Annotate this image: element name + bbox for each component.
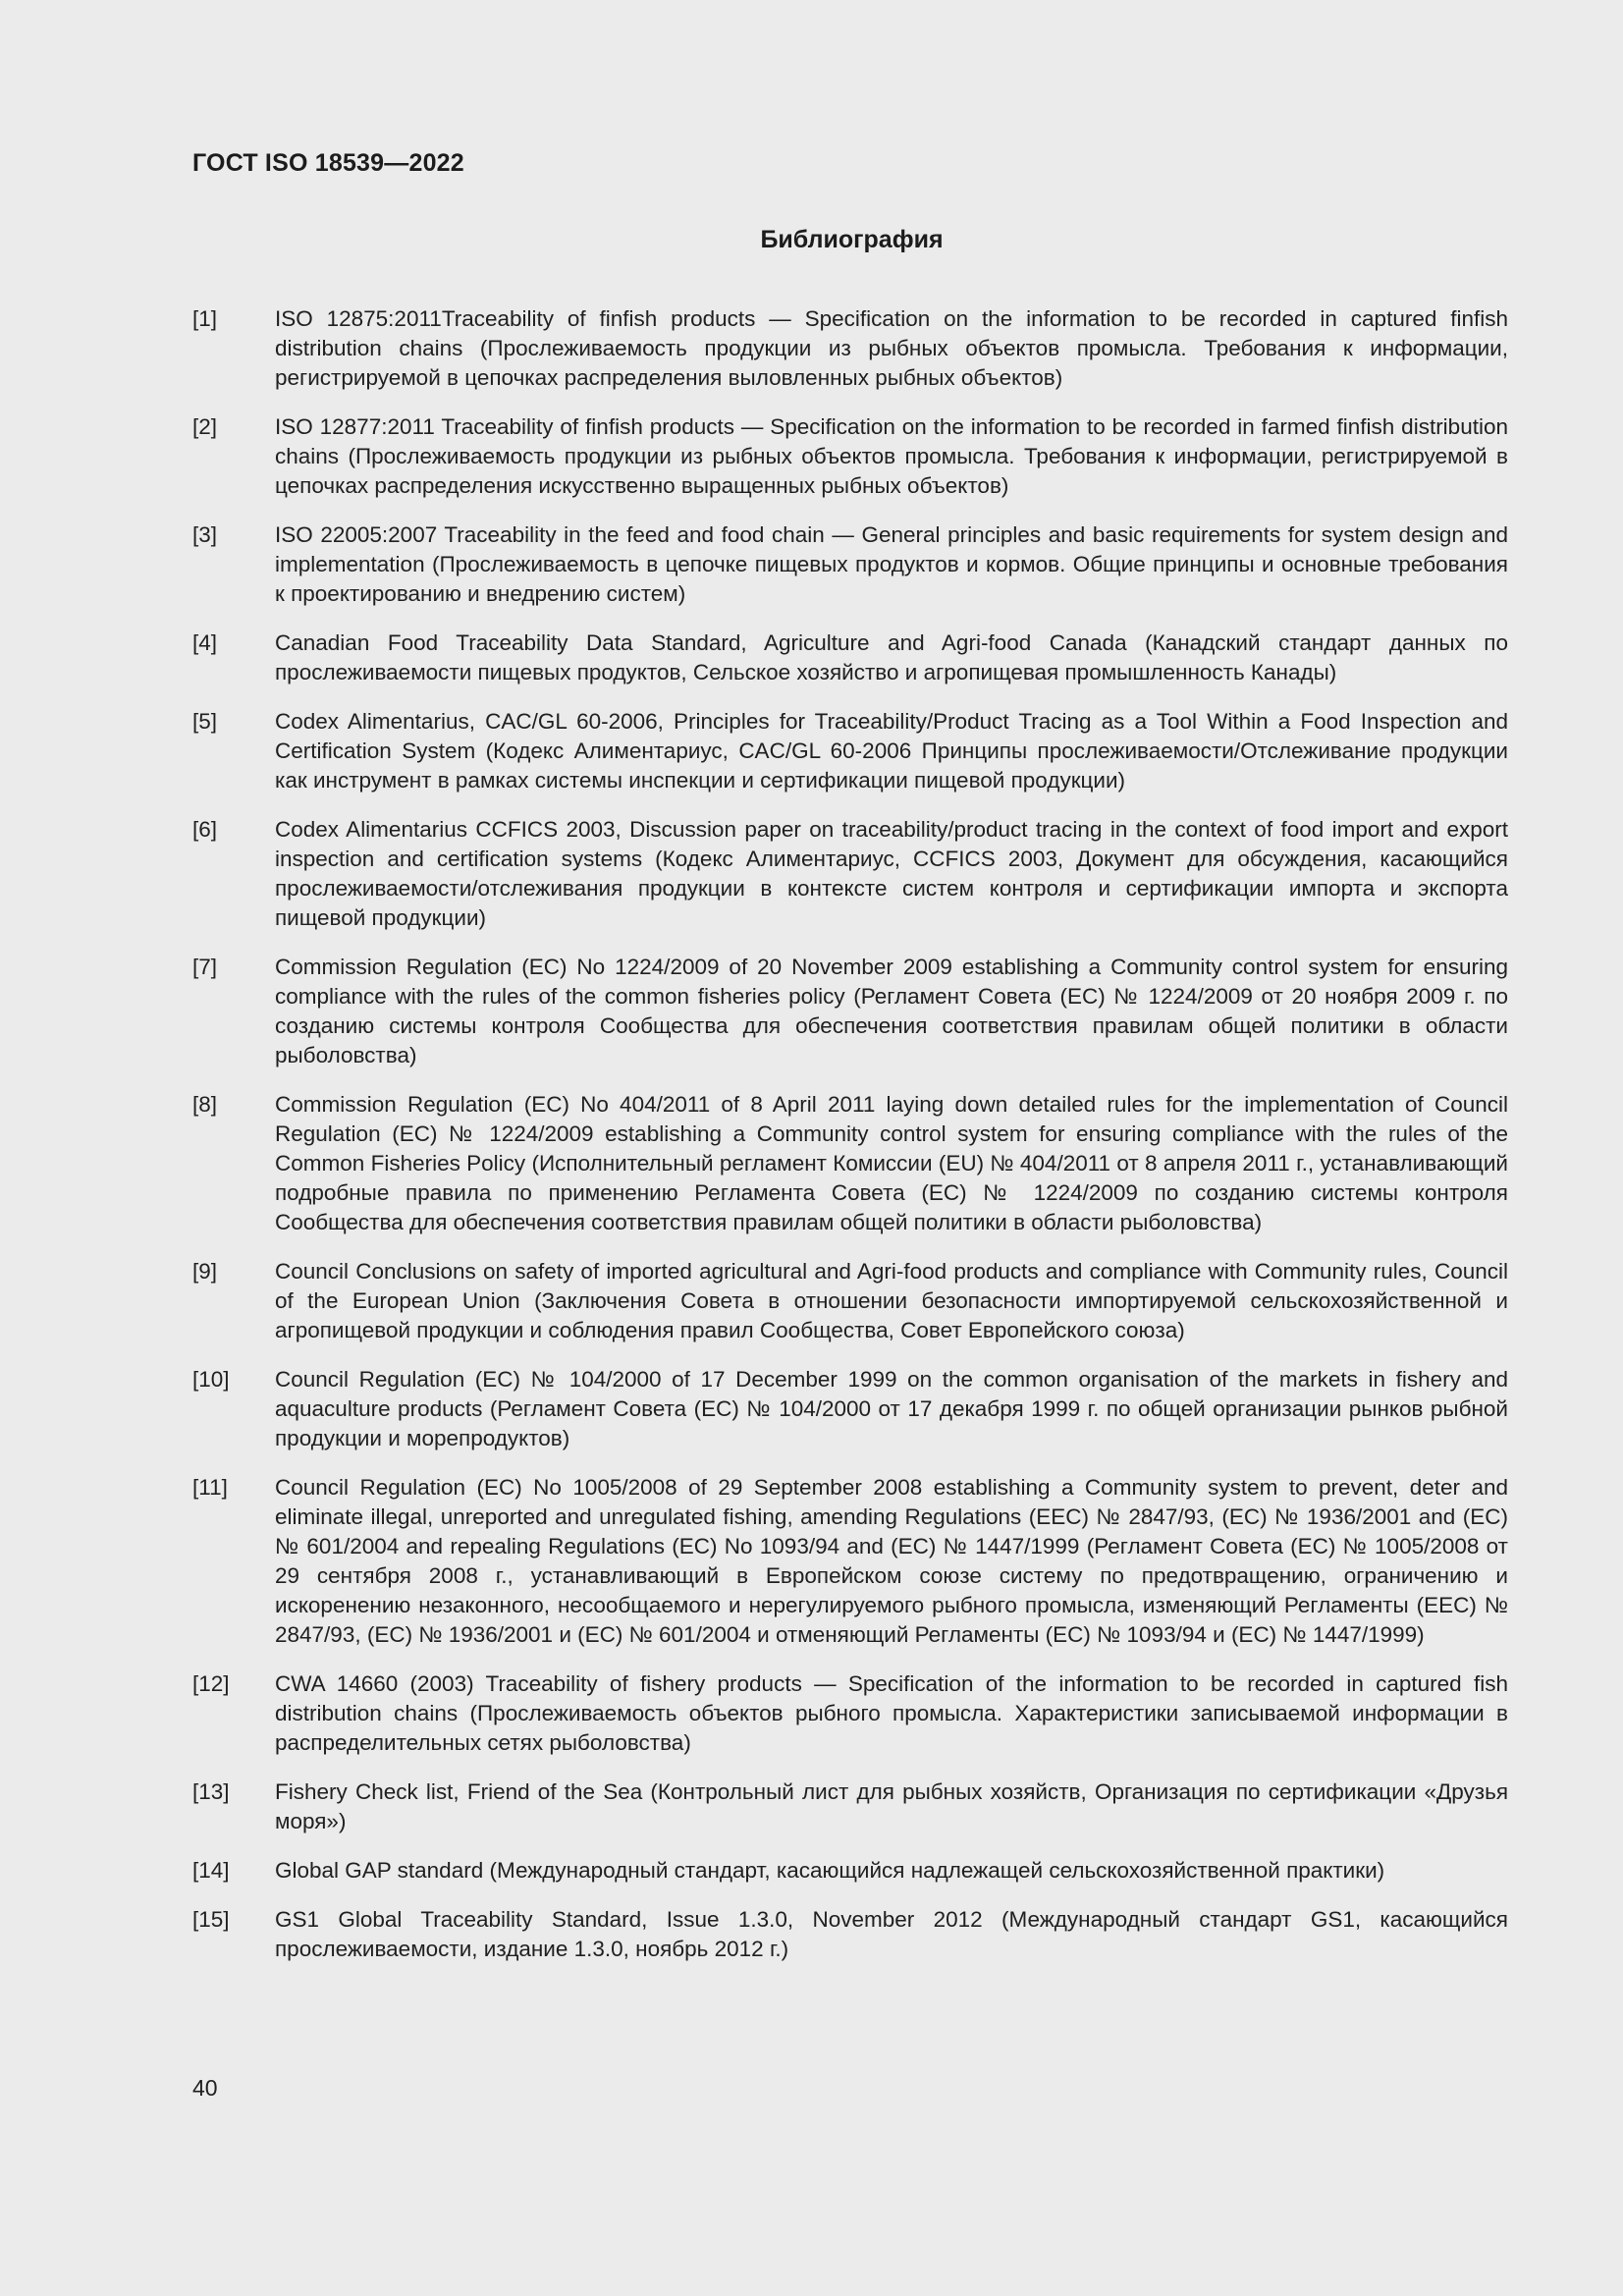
reference-number: [2]: [192, 414, 218, 439]
reference-entry-10: [192, 1365, 1508, 1453]
reference-text: ISO 12877:2011 Traceability of finfish products — Specification on the information to be recorded in farmed finfish distribution chains (Прослеживаемость продукции из рыбных объектов промысла. Требования к информации, регистрируемой в цепочках распределения искусственно выращенных рыбных объектов): [275, 414, 1508, 498]
reference-text: Council Regulation (EC) No 1005/2008 of 29 September 2008 establishing a Community system to prevent, deter and eliminate illegal, unreported and unregulated fishing, amending Regulations (EEC) № 2847/93, (EC) № 1936/2001 and (EC) № 601/2004 and repealing Regulations (EC) No 1093/94 and (EC) № 1447/1999 (Регламент Совета (ЕС) № 1005/2008 от 29 сентября 2008 г., устанавливающий в Европейском союзе систему по предотвращению, ограничению и искоренению незаконного, несообщаемого и нерегулируемого рыбного промысла, изменяющий Регламенты (ЕЕС) № 2847/93, (ЕС) № 1936/2001 и (ЕС) № 601/2004 и отменяющий Регламенты (ЕС) № 1093/94 и (ЕС) № 1447/1999): [275, 1475, 1508, 1647]
bibliography-list: [192, 304, 1508, 1984]
reference-text: Commission Regulation (EC) No 404/2011 of 8 April 2011 laying down detailed rules for the implementation of Council Regulation (EC) № 1224/2009 establishing a Community control system for ensuring compliance with the rules of the Common Fisheries Policy (Исполнительный регламент Комиссии (EU) № 404/2011 от 8 апреля 2011 г., устанавливающий подробные правила по применению Регламента Совета (ЕС) № 1224/2009 по созданию системы контроля Сообщества для обеспечения соответствия правилам общей политики в области рыболовства): [275, 1092, 1508, 1234]
reference-entry-1: [192, 304, 1508, 393]
reference-text: Commission Regulation (EC) No 1224/2009 of 20 November 2009 establishing a Community control system for ensuring compliance with the rules of the common fisheries policy (Регламент Совета (ЕС) № 1224/2009 от 20 ноября 2009 г. по созданию системы контроля Сообщества для обеспечения соответствия правилам общей политики в области рыболовства): [275, 955, 1508, 1067]
reference-number: [15]: [192, 1907, 230, 1932]
reference-number: [6]: [192, 817, 218, 842]
reference-text: Global GAP standard (Международный стандарт, касающийся надлежащей сельскохозяйственной практики): [275, 1858, 1385, 1883]
page-number: 40: [192, 2075, 218, 2101]
reference-entry-14: [192, 1856, 1508, 1886]
reference-number: [4]: [192, 630, 218, 655]
reference-text: Canadian Food Traceability Data Standard, Agriculture and Agri-food Canada (Канадский стандарт данных по прослеживаемости пищевых продуктов, Сельское хозяйство и агропищевая промышленность Канады): [275, 630, 1508, 684]
reference-text: Council Conclusions on safety of imported agricultural and Agri-food products and compliance with Community rules, Council of the European Union (Заключения Совета в отношении безопасности импортируемой сельскохозяйственной и агропищевой продукции и соблюдения правил Сообщества, Совет Европейского союза): [275, 1259, 1508, 1342]
reference-entry-3: [192, 520, 1508, 609]
reference-text: GS1 Global Traceability Standard, Issue 1.3.0, November 2012 (Международный стандарт GS1, касающийся прослеживаемости, издание 1.3.0, ноябрь 2012 г.): [275, 1907, 1508, 1961]
reference-entry-7: [192, 953, 1508, 1070]
reference-number: [8]: [192, 1092, 218, 1117]
bibliography-title: Библиография: [760, 226, 944, 253]
reference-number: [1]: [192, 306, 218, 331]
reference-text: ISO 12875:2011Traceability of finfish products — Specification on the information to be recorded in captured finfish distribution chains (Прослеживаемость продукции из рыбных объектов промысла. Требования к информации, регистрируемой в цепочках распределения выловленных рыбных объектов): [275, 306, 1508, 390]
reference-entry-12: [192, 1669, 1508, 1758]
reference-entry-13: [192, 1777, 1508, 1836]
reference-text: Fishery Check list, Friend of the Sea (Контрольный лист для рыбных хозяйств, Организация по сертификации «Друзья моря»): [275, 1779, 1508, 1833]
reference-entry-8: [192, 1090, 1508, 1237]
reference-number: [11]: [192, 1475, 228, 1500]
reference-number: [3]: [192, 522, 218, 547]
reference-entry-15: [192, 1905, 1508, 1964]
reference-entry-6: [192, 815, 1508, 933]
reference-entry-5: [192, 707, 1508, 795]
reference-entry-9: [192, 1257, 1508, 1345]
reference-number: [9]: [192, 1259, 218, 1284]
reference-entry-4: [192, 629, 1508, 687]
reference-text: ISO 22005:2007 Traceability in the feed and food chain — General principles and basic requirements for system design and implementation (Прослеживаемость в цепочке пищевых продуктов и кормов. Общие принципы и основные требования к проектированию и внедрению систем): [275, 522, 1508, 606]
reference-text: Codex Alimentarius, CAC/GL 60-2006, Principles for Traceability/Product Tracing as a Tool Within a Food Inspection and Certification System (Кодекс Алиментариус, CAC/GL 60-2006 Принципы прослеживаемости/Отслеживание продукции как инструмент в рамках системы инспекции и сертификации пищевой продукции): [275, 709, 1508, 793]
reference-number: [12]: [192, 1671, 230, 1696]
reference-text: Codex Alimentarius CCFICS 2003, Discussion paper on traceability/product tracing in the context of food import and export inspection and certification systems (Кодекс Алиментариус, CCFICS 2003, Документ для обсуждения, касающийся прослеживаемости/отслеживания продукции в контексте систем контроля и сертификации импорта и экспорта пищевой продукции): [275, 817, 1508, 930]
reference-number: [5]: [192, 709, 218, 734]
reference-text: Council Regulation (EC) № 104/2000 of 17 December 1999 on the common organisation of the markets in fishery and aquaculture products (Регламент Совета (ЕС) № 104/2000 от 17 декабря 1999 г. по общей организации рынков рыбной продукции и морепродуктов): [275, 1367, 1508, 1450]
reference-text: CWA 14660 (2003) Traceability of fishery products — Specification of the information to be recorded in captured fish distribution chains (Прослеживаемость объектов рыбного промысла. Характеристики записываемой информации в распределительных сетях рыболовства): [275, 1671, 1508, 1755]
reference-entry-2: [192, 412, 1508, 501]
standard-header: ГОСТ ISO 18539—2022: [192, 149, 464, 177]
reference-number: [14]: [192, 1858, 230, 1883]
reference-entry-11: [192, 1473, 1508, 1650]
reference-number: [7]: [192, 955, 218, 979]
reference-number: [13]: [192, 1779, 230, 1804]
reference-number: [10]: [192, 1367, 230, 1392]
